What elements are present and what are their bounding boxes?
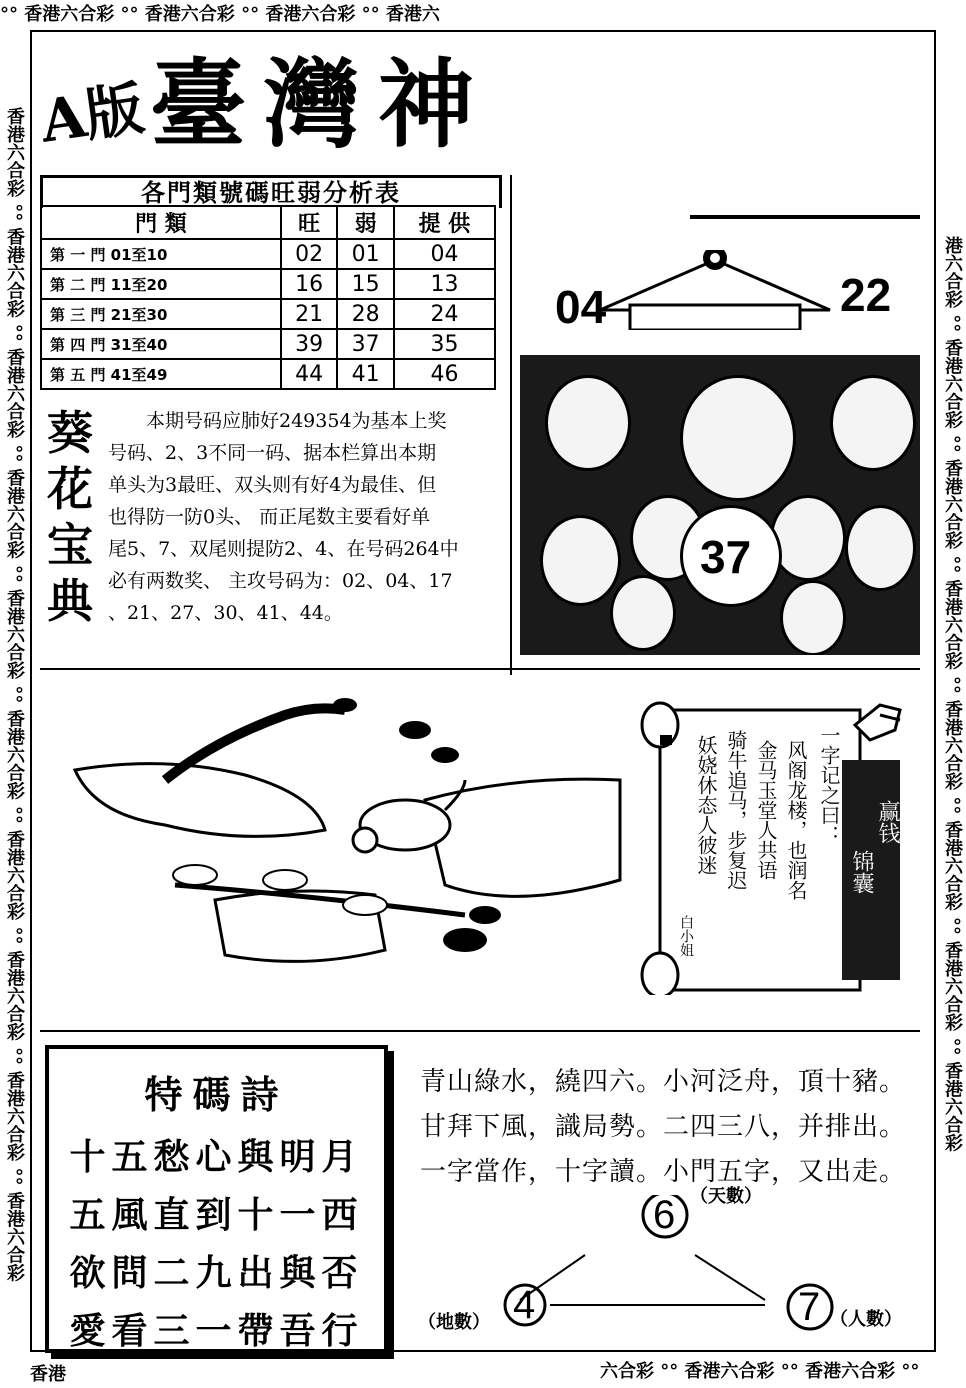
deity-figure	[680, 375, 796, 501]
deity-figure	[830, 375, 916, 471]
kuihua-line: 号码、2、3不同一码、据本栏算出本期	[108, 442, 437, 464]
diagram-top-label: （天數）	[690, 1186, 762, 1207]
page-title: 臺灣神	[150, 48, 492, 161]
diagram-right-number: 7	[798, 1285, 821, 1329]
diagram-right-label: （人數）	[830, 1309, 902, 1330]
strong-cell: 44	[281, 359, 337, 389]
deity-number-center: 37	[700, 531, 752, 583]
table-header-provide: 提 供	[394, 206, 495, 239]
gate-cell: 第 二 門 11至20	[41, 269, 281, 299]
bag-label-bottom: 锦囊	[849, 850, 874, 894]
provide-cell: 04	[394, 239, 495, 269]
temple-roof-illustration	[590, 250, 840, 330]
rat-branch-illustration	[45, 680, 625, 1000]
gate-analysis-table	[40, 205, 496, 390]
scroll-line: 一字记之曰：	[817, 725, 841, 845]
border-right-text: 港六合彩 °° 香港六合彩 °° 香港六合彩 °° 香港六合彩 °° 香港六合彩 °° 香港六合彩 °° 香港六合彩 °° 香港六合彩	[942, 236, 963, 1152]
special-code-poem	[45, 1045, 388, 1353]
riddle-text	[420, 1060, 920, 1195]
weak-cell: 41	[337, 359, 393, 389]
table-header-gate: 門 類	[41, 206, 281, 239]
deity-figure	[845, 505, 916, 591]
scroll-author: 白小姐	[678, 915, 694, 957]
table-row	[41, 239, 495, 269]
diagram-left-number: 4	[513, 1283, 536, 1327]
deity-figure	[545, 375, 631, 471]
bag-label-top: 赢钱	[875, 800, 900, 844]
strong-cell: 21	[281, 299, 337, 329]
masthead	[36, 48, 520, 161]
table-row	[41, 269, 495, 299]
diagram-top-number: 6	[653, 1193, 676, 1237]
table-title: 各門類號碼旺弱分析表	[40, 175, 502, 208]
win-money-bag	[842, 760, 900, 980]
scroll-line: 妖娆休态人彼迷	[694, 735, 718, 875]
poem-title: 特碼詩	[144, 1072, 289, 1117]
table-row	[41, 299, 495, 329]
weak-cell: 15	[337, 269, 393, 299]
gate-cell: 第 一 門 01至10	[41, 239, 281, 269]
provide-cell: 46	[394, 359, 495, 389]
pointing-hand-icon	[850, 695, 910, 755]
table-header-strong: 旺	[281, 206, 337, 239]
horizontal-divider	[40, 668, 920, 670]
gate-cell: 第 五 門 41至49	[41, 359, 281, 389]
table-row	[41, 359, 495, 389]
border-top-text: °° 香港六合彩 °° 香港六合彩 °° 香港六合彩 °° 香港六	[0, 4, 440, 25]
scroll-line: 骑牛追马，步复迟	[724, 730, 748, 890]
deity-number-right: 22	[840, 269, 892, 321]
deity-figure	[780, 580, 846, 655]
scroll-line: 风阁龙楼，也润名	[784, 740, 808, 900]
poem-line: 十五愁心與明月	[69, 1136, 364, 1178]
table-header-weak: 弱	[337, 206, 393, 239]
vertical-divider	[510, 175, 512, 675]
provide-cell: 35	[394, 329, 495, 359]
poem-line: 欲問二九出與否	[69, 1252, 364, 1294]
poem-line: 愛看三一帶吾行	[69, 1310, 364, 1352]
kuihua-body	[108, 405, 503, 629]
strong-cell: 16	[281, 269, 337, 299]
edition-label: A版	[36, 74, 148, 156]
poem-line: 五風直到十一西	[69, 1194, 364, 1236]
kuihua-line: 必有两数奖、 主攻号码为：02、04、17	[108, 570, 453, 592]
gate-cell: 第 四 門 31至40	[41, 329, 281, 359]
provide-cell: 24	[394, 299, 495, 329]
deity-figure	[540, 515, 621, 606]
deity-figure	[770, 495, 846, 581]
kuihua-line: 、21、27、30、41、44。	[108, 602, 343, 624]
kuihua-line: 尾5、7、双尾则提防2、4、在号码264中	[108, 538, 459, 560]
deity-number-left: 04	[555, 281, 607, 333]
border-left-text: 香港六合彩 °° 香港六合彩 °° 香港六合彩 °° 香港六合彩 °° 香港六合彩 °° 香港六合彩 °° 香港六合彩 °° 香港六合彩 °° 香港六合彩 °° 香港六合彩	[4, 106, 25, 1282]
weak-cell: 37	[337, 329, 393, 359]
weak-cell: 01	[337, 239, 393, 269]
header-rule	[690, 215, 920, 219]
riddle-line: 甘拜下風，識局勢。二四三八，并排出。	[420, 1112, 907, 1142]
border-bottom-left-text: 香港	[30, 1364, 66, 1385]
gate-cell: 第 三 門 21至30	[41, 299, 281, 329]
border-bottom-right-text: 六合彩 °° 香港六合彩 °° 香港六合彩 °°	[600, 1361, 920, 1382]
strong-cell: 02	[281, 239, 337, 269]
provide-cell: 13	[394, 269, 495, 299]
diagram-left-label: （地數）	[418, 1312, 490, 1333]
scroll-line: 金马玉堂人共语	[754, 740, 778, 880]
kuihua-line: 也得防一防0头、 而正尾数主要看好单	[108, 506, 431, 528]
kuihua-line: 单头为3最旺、双头则有好4为最佳、但	[108, 474, 437, 496]
kuihua-line: 本期号码应肺好249354为基本上奖	[146, 410, 447, 432]
weak-cell: 28	[337, 299, 393, 329]
riddle-line: 青山綠水，繞四六。小河泛舟，頂十豬。	[420, 1067, 907, 1097]
horizontal-divider	[40, 1030, 920, 1032]
deity-figure	[610, 575, 676, 651]
strong-cell: 39	[281, 329, 337, 359]
kuihua-title: 葵花宝典	[47, 406, 93, 628]
riddle-line: 一字當作，十字讀。小門五字，又出走。	[420, 1157, 907, 1187]
table-row	[41, 329, 495, 359]
